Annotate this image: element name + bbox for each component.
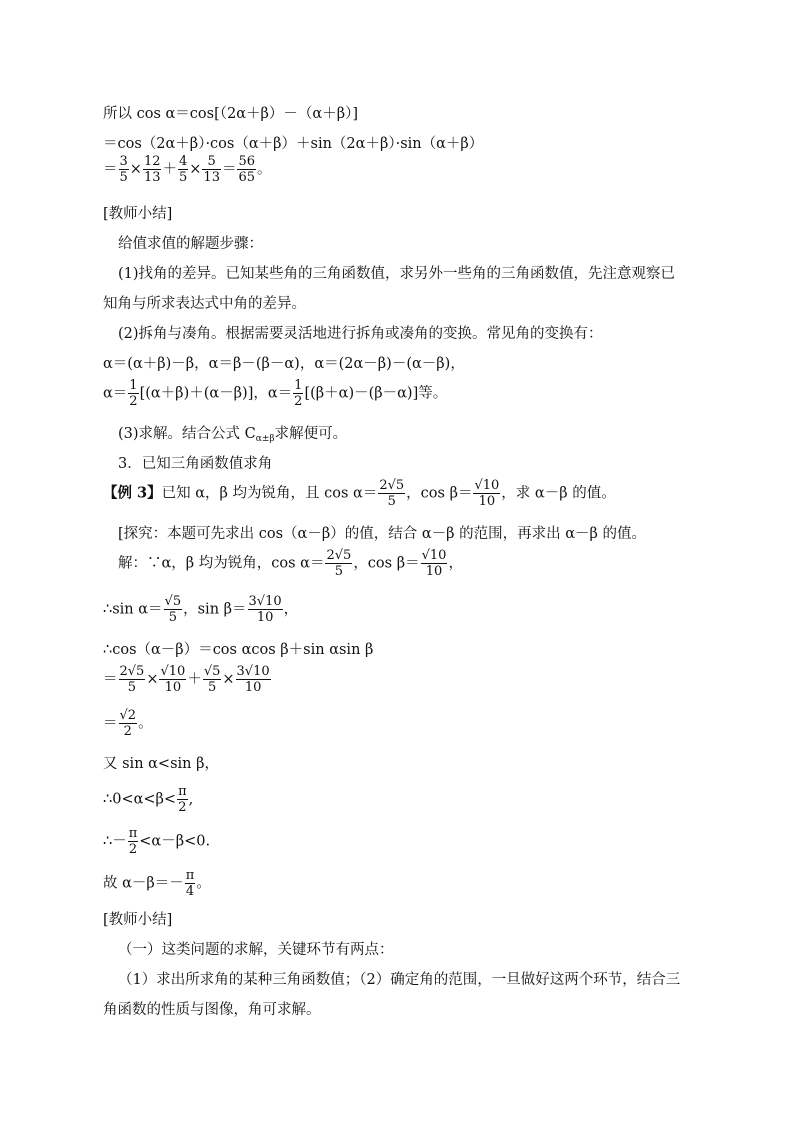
fraction: $\frac{1}{2}$ — [294, 378, 303, 409]
text-line: 知角与所求表达式中角的差异。 — [103, 296, 306, 312]
fraction: $\frac{12}{13}$ — [143, 154, 161, 185]
fraction: $\frac{3√10}{10}$ — [248, 594, 282, 625]
text-line: （1）求出所求角的某种三角函数值；（2）确定角的范围，一旦做好这两个环节，结合三 — [118, 972, 681, 988]
formula-line: ＝ $\frac{√2}{2}$ 。 — [103, 708, 153, 739]
formula-line: ∴sin α＝ $\frac{√5}{5}$ ，sin β＝ $\frac{3√10}{10}$ ， — [103, 594, 299, 625]
text-line: (2)拆角与凑角。根据需要灵活地进行拆角或凑角的变换。常见角的变换有： — [118, 326, 603, 342]
formula-line: ∴－ $\frac{\pi}{2}$ <α－β<0. — [103, 826, 211, 857]
text-line: （一）这类问题的求解，关键环节有两点： — [118, 942, 394, 958]
fraction: $\frac{\pi}{2}$ — [178, 784, 187, 815]
formula-line: α＝ $\frac{1}{2}$ [(α＋β)＋(α－β)]，α＝ $\frac{1}{2}$ [(β＋α)－(β－α)]等。 — [103, 378, 448, 409]
text-line: (1)找角的差异。已知某些角的三角函数值，求另外一些角的三角函数值，先注意观察已 — [118, 266, 676, 282]
section-label: [教师小结] — [103, 206, 173, 222]
text-line: 又 sin α<sin β， — [103, 756, 219, 772]
fraction: $\frac{√5}{5}$ — [203, 664, 221, 695]
fraction: $\frac{56}{65}$ — [238, 154, 256, 185]
fraction: $\frac{√10}{10}$ — [474, 478, 500, 509]
section-heading: 3．已知三角函数值求角 — [118, 456, 273, 472]
fraction: $\frac{2√5}{5}$ — [119, 664, 145, 695]
text-line: 所以 cos α＝cos[（2α＋β）－（α＋β）] — [103, 106, 358, 122]
formula-line: ∴cos（α－β）＝cos αcos β＋sin αsin β — [103, 642, 374, 658]
formula-line: 解：∵α，β 均为锐角，cos α＝ $\frac{2√5}{5}$ ，cos β＝ $\frac{√10}{10}$ ， — [118, 548, 463, 579]
formula-line: 故 α－β＝－ $\frac{\pi}{4}$ 。 — [103, 868, 211, 899]
formula-line: ∴0<α<β< $\frac{\pi}{2}$ , — [103, 784, 194, 815]
formula-line: ＝ $\frac{3}{5}$ × $\frac{12}{13}$ ＋ $\frac{4}{5}$ × $\frac{5}{13}$ ＝ $\frac{56}{65}$ 。 — [103, 154, 272, 185]
fraction: $\frac{√2}{2}$ — [119, 708, 137, 739]
example-tag: 【例 3】 — [103, 484, 162, 502]
formula-line: ＝ $\frac{2√5}{5}$ × $\frac{√10}{10}$ ＋ $\frac{√5}{5}$ × $\frac{3√10}{10}$ — [103, 664, 270, 695]
fraction: $\frac{√10}{10}$ — [160, 664, 186, 695]
text-line: ＝cos（2α＋β）·cos（α＋β）＋sin（2α＋β）·sin（α＋β） — [103, 136, 484, 152]
fraction: $\frac{4}{5}$ — [178, 154, 188, 185]
example-line: 【例 3】已知 α，β 均为锐角，且 cos α＝ $\frac{2√5}{5}$ ，cos β＝ $\frac{√10}{10}$ ，求 α－β 的值。 — [103, 478, 616, 509]
fraction: $\frac{√5}{5}$ — [164, 594, 182, 625]
fraction: $\frac{\pi}{2}$ — [128, 826, 138, 857]
fraction: $\frac{1}{2}$ — [129, 378, 138, 409]
formula-line: α＝(α＋β)－β，α＝β－(β－α)，α＝(2α－β)－(α－β)， — [103, 356, 465, 372]
fraction: $\frac{2√5}{5}$ — [379, 478, 405, 509]
text-line: 角函数的性质与图像，角可求解。 — [103, 1002, 321, 1018]
fraction: $\frac{3}{5}$ — [119, 154, 128, 185]
fraction: $\frac{5}{13}$ — [203, 154, 220, 185]
fraction: $\frac{\pi}{4}$ — [185, 868, 195, 899]
section-label: [教师小结] — [103, 912, 173, 928]
fraction: $\frac{2√5}{5}$ — [326, 548, 352, 579]
fraction: $\frac{3√10}{10}$ — [236, 664, 270, 695]
text-line: (3)求解。结合公式 $C_{\alpha\pm\beta}$求解便可。 — [118, 426, 348, 444]
text-line: 给值求值的解题步骤： — [118, 236, 263, 252]
text-line: [探究：本题可先求出 cos（α－β）的值，结合 α－β 的范围，再求出 α－β 的值。 — [118, 526, 647, 542]
fraction: $\frac{√10}{10}$ — [421, 548, 447, 579]
